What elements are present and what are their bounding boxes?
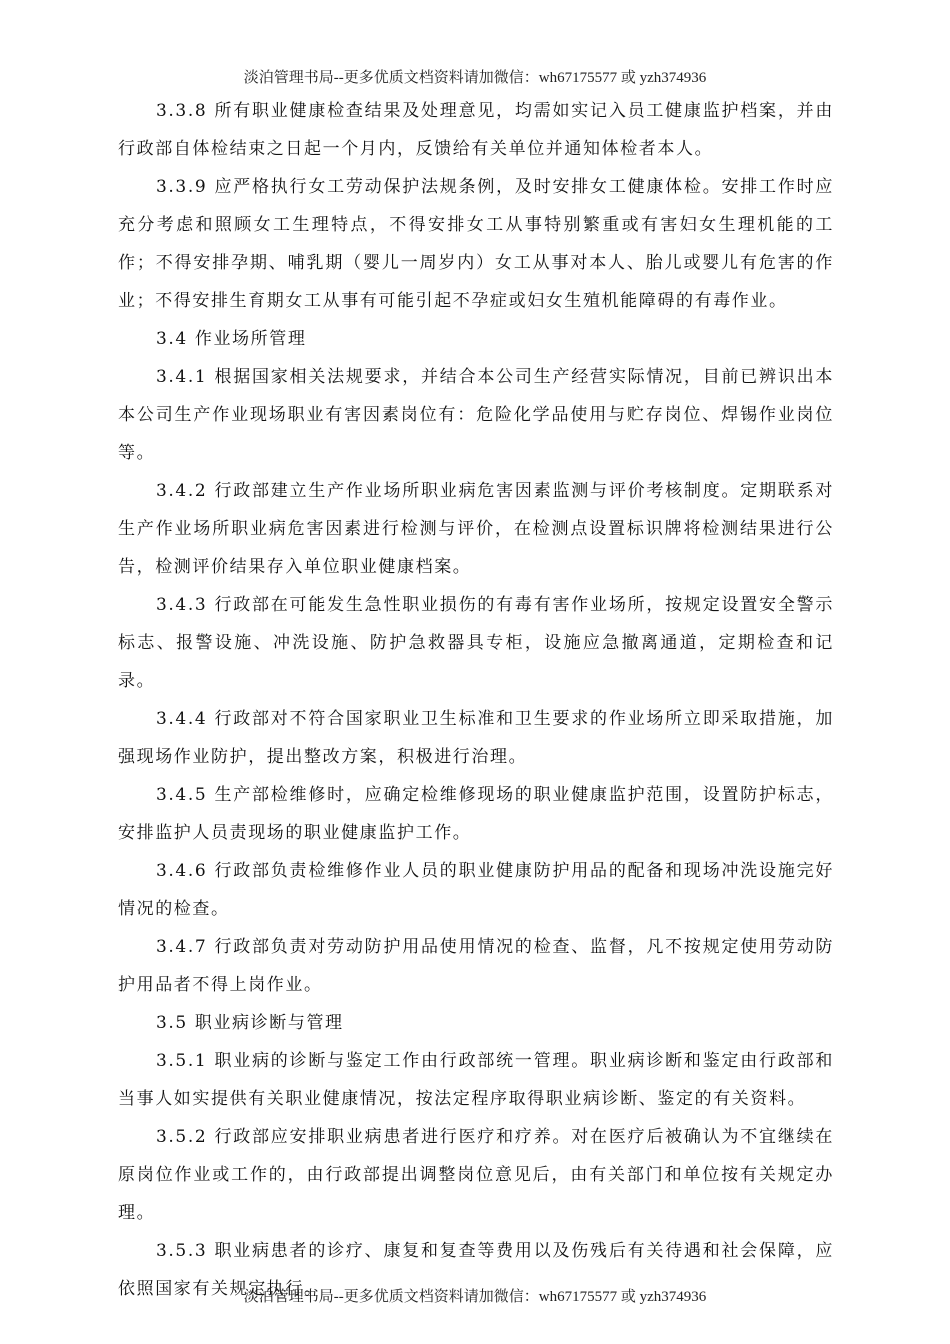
paragraph-3-3-9: 3.3.9 应严格执行女工劳动保护法规条例，及时安排女工健康体检。安排工作时应充分考虑和照顾女工生理特点，不得安排女工从事特别繁重或有害妇女生理机能的工作；不得安排孕期、哺乳期（婴儿一周岁内）女工从事对本人、胎儿或婴儿有危害的作业；不得安排生育期女工从事有可能引起不孕症或妇女生殖机能障碍的有毒作业。 <box>118 177 834 311</box>
section-heading-3-5: 3.5 职业病诊断与管理 <box>156 1013 344 1033</box>
page-header-watermark: 淡泊管理书局--更多优质文档资料请加微信：wh67175577 或 yzh374936 <box>243 70 707 86</box>
paragraph-3-4-4: 3.4.4 行政部对不符合国家职业卫生标准和卫生要求的作业场所立即采取措施，加强现场作业防护，提出整改方案，积极进行治理。 <box>118 709 834 767</box>
paragraph-3-4-7: 3.4.7 行政部负责对劳动防护用品使用情况的检查、监督，凡不按规定使用劳动防护用品者不得上岗作业。 <box>118 937 834 995</box>
paragraph-3-5-1: 3.5.1 职业病的诊断与鉴定工作由行政部统一管理。职业病诊断和鉴定由行政部和当事人如实提供有关职业健康情况，按法定程序取得职业病诊断、鉴定的有关资料。 <box>118 1051 834 1109</box>
paragraph-3-3-8: 3.3.8 所有职业健康检查结果及处理意见，均需如实记入员工健康监护档案，并由行政部自体检结束之日起一个月内，反馈给有关单位并通知体检者本人。 <box>118 101 834 159</box>
document-body <box>118 92 834 1308</box>
paragraph-3-4-3: 3.4.3 行政部在可能发生急性职业损伤的有毒有害作业场所，按规定设置安全警示标志、报警设施、冲洗设施、防护急救器具专柜，设施应急撤离通道，定期检查和记录。 <box>118 595 834 691</box>
paragraph-3-5-2: 3.5.2 行政部应安排职业病患者进行医疗和疗养。对在医疗后被确认为不宜继续在原岗位作业或工作的，由行政部提出调整岗位意见后，由有关部门和单位按有关规定办理。 <box>118 1127 834 1223</box>
paragraph-3-4-2: 3.4.2 行政部建立生产作业场所职业病危害因素监测与评价考核制度。定期联系对生产作业场所职业病危害因素进行检测与评价，在检测点设置标识牌将检测结果进行公告，检测评价结果存入单位职业健康档案。 <box>118 481 834 577</box>
section-heading-3-4: 3.4 作业场所管理 <box>156 329 307 349</box>
paragraph-3-4-1: 3.4.1 根据国家相关法规要求，并结合本公司生产经营实际情况，目前已辨识出本本公司生产作业现场职业有害因素岗位有：危险化学品使用与贮存岗位、焊锡作业岗位等。 <box>118 367 834 463</box>
paragraph-3-5-3: 3.5.3 职业病患者的诊疗、康复和复查等费用以及伤残后有关待遇和社会保障，应依照国家有关规定执行。 <box>118 1241 834 1299</box>
paragraph-3-4-5: 3.4.5 生产部检维修时，应确定检维修现场的职业健康监护范围，设置防护标志，安排监护人员责现场的职业健康监护工作。 <box>118 785 834 843</box>
page-footer-watermark: 淡泊管理书局--更多优质文档资料请加微信：wh67175577 或 yzh374936 <box>243 1289 707 1305</box>
paragraph-3-4-6: 3.4.6 行政部负责检维修作业人员的职业健康防护用品的配备和现场冲洗设施完好情况的检查。 <box>118 861 834 919</box>
